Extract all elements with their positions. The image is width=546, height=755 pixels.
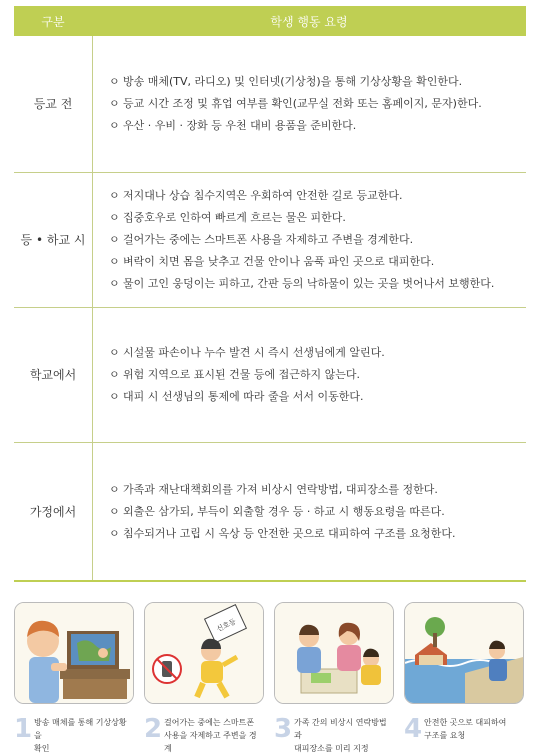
list-item xyxy=(109,501,526,523)
panel-caption xyxy=(144,716,264,755)
item-text: 침수되거나 고립 시 옥상 등 안전한 곳으로 대피하여 구조를 요청한다. xyxy=(123,526,456,540)
list-item xyxy=(109,273,526,295)
illustration-panels xyxy=(14,602,526,753)
bullet-mark: ㅇ xyxy=(109,233,120,246)
item-text: 집중호우로 인하여 빠르게 흐르는 물은 피한다. xyxy=(123,211,346,224)
list-item xyxy=(109,251,526,273)
item-text: 시설물 파손이나 누수 발견 시 즉시 선생님에게 알린다. xyxy=(123,346,385,359)
caption-text xyxy=(32,716,134,755)
guideline-table xyxy=(14,6,526,582)
table-bottom-rule xyxy=(14,580,526,582)
row-category xyxy=(14,443,93,580)
bullet-mark: ㅇ xyxy=(109,390,120,403)
category-label: 등 • 하교 시 xyxy=(20,233,86,247)
panel-caption xyxy=(404,716,524,742)
row-items xyxy=(93,36,526,172)
list-item xyxy=(109,342,526,364)
caption-line: 확인 xyxy=(34,744,50,753)
header-actions: 학생 행동 요령 xyxy=(270,14,348,29)
bullet-mark: ㅇ xyxy=(109,211,120,224)
panel-caption xyxy=(14,716,134,755)
no-smartphone-illustration xyxy=(144,602,264,704)
flood-evacuation-illustration xyxy=(404,602,524,704)
sign-text: 신호등 xyxy=(215,617,238,634)
bullet-mark: ㅇ xyxy=(109,346,120,359)
bullet-mark: ㅇ xyxy=(109,526,120,540)
row-at-school xyxy=(14,308,526,443)
list-item xyxy=(109,207,526,229)
bullet-mark: ㅇ xyxy=(109,368,120,381)
row-before-school xyxy=(14,36,526,173)
bullet-mark: ㅇ xyxy=(109,482,120,496)
caption-line: 방송 매체를 통해 기상상황을 xyxy=(34,718,127,740)
row-at-home xyxy=(14,443,526,580)
row-category xyxy=(14,308,93,442)
category-label: 가정 xyxy=(29,504,53,519)
list-item xyxy=(109,479,526,501)
item-text: 걸어가는 중에는 스마트폰 사용을 자제하고 주변을 경계한다. xyxy=(123,233,414,246)
category-label: 등교 전 xyxy=(33,97,73,111)
step-number: 2 xyxy=(144,714,163,744)
item-text: 물이 고인 웅덩이는 피하고, 간판 등의 낙하물이 있는 곳을 벗어나서 보행한다. xyxy=(123,277,495,290)
item-text: 위험 지역으로 표시된 건물 등에 접근하지 않는다. xyxy=(123,368,360,381)
row-category xyxy=(14,36,93,172)
bullet-mark: ㅇ xyxy=(109,75,120,88)
list-item xyxy=(109,93,526,115)
category-label: 에서 xyxy=(53,368,77,382)
caption-text xyxy=(422,716,506,742)
caption-line: 안전한 곳으로 대피하여 xyxy=(424,718,507,727)
list-item xyxy=(109,523,526,545)
list-item xyxy=(109,364,526,386)
caption-line: 대피장소를 미리 지정 xyxy=(294,744,369,753)
caption-line: 가족 간의 비상시 연락방법과 xyxy=(294,718,387,740)
table-header xyxy=(14,6,526,36)
step-number: 1 xyxy=(14,714,33,744)
caption-line: 구조를 요청 xyxy=(424,731,466,740)
row-commute xyxy=(14,173,526,308)
bullet-mark: ㅇ xyxy=(109,504,120,518)
item-text: 가족과 재난대책회의를 가져 비상시 연락방법, 대피장소를 정한다. xyxy=(123,482,438,496)
panel-4 xyxy=(404,602,524,742)
item-text: 벼락이 치면 몸을 낮추고 건물 안이나 움푹 파인 곳으로 대피한다. xyxy=(123,255,435,268)
category-label: 학교 xyxy=(29,368,53,382)
list-item xyxy=(109,386,526,408)
item-text: 외출은 삼가되, 부득이 외출할 경우 등 · 하교 시 행동요령을 따른다. xyxy=(123,504,445,518)
caption-text xyxy=(162,716,264,755)
bullet-mark: ㅇ xyxy=(109,119,120,132)
panel-2 xyxy=(144,602,264,755)
category-label: 에서 xyxy=(53,504,77,519)
bullet-mark: ㅇ xyxy=(109,255,120,268)
item-text: 방송 매체(TV, 라디오) 및 인터넷(기상청)을 통해 기상상황을 확인한다. xyxy=(123,75,463,88)
family-meeting-illustration xyxy=(274,602,394,704)
row-category xyxy=(14,173,93,307)
item-text: 우산 · 우비 · 장화 등 우천 대비 용품을 준비한다. xyxy=(123,119,357,132)
step-number: 3 xyxy=(274,714,293,744)
panel-3 xyxy=(274,602,394,755)
item-text: 등교 시간 조정 및 휴업 여부를 확인(교무실 전화 또는 홈페이지, 문자)한다. xyxy=(123,97,482,110)
caption-line: 사용을 자제하고 주변을 경계 xyxy=(164,731,257,753)
panel-1 xyxy=(14,602,134,755)
row-items xyxy=(93,173,526,307)
bullet-mark: ㅇ xyxy=(109,277,120,290)
row-items xyxy=(93,443,526,580)
row-items xyxy=(93,308,526,442)
bullet-mark: ㅇ xyxy=(109,97,120,110)
caption-line: 걸어가는 중에는 스마트폰 xyxy=(164,718,255,727)
list-item xyxy=(109,229,526,251)
step-number: 4 xyxy=(404,714,423,744)
list-item xyxy=(109,185,526,207)
item-text: 대피 시 선생님의 통제에 따라 줄을 서서 이동한다. xyxy=(123,390,364,403)
tv-weather-illustration xyxy=(14,602,134,704)
list-item xyxy=(109,115,526,137)
list-item xyxy=(109,71,526,93)
item-text: 저지대나 상습 침수지역은 우회하여 안전한 길로 등교한다. xyxy=(123,189,403,202)
bullet-mark: ㅇ xyxy=(109,189,120,202)
caption-text xyxy=(292,716,394,755)
panel-caption xyxy=(274,716,394,755)
header-category: 구분 xyxy=(41,14,65,29)
